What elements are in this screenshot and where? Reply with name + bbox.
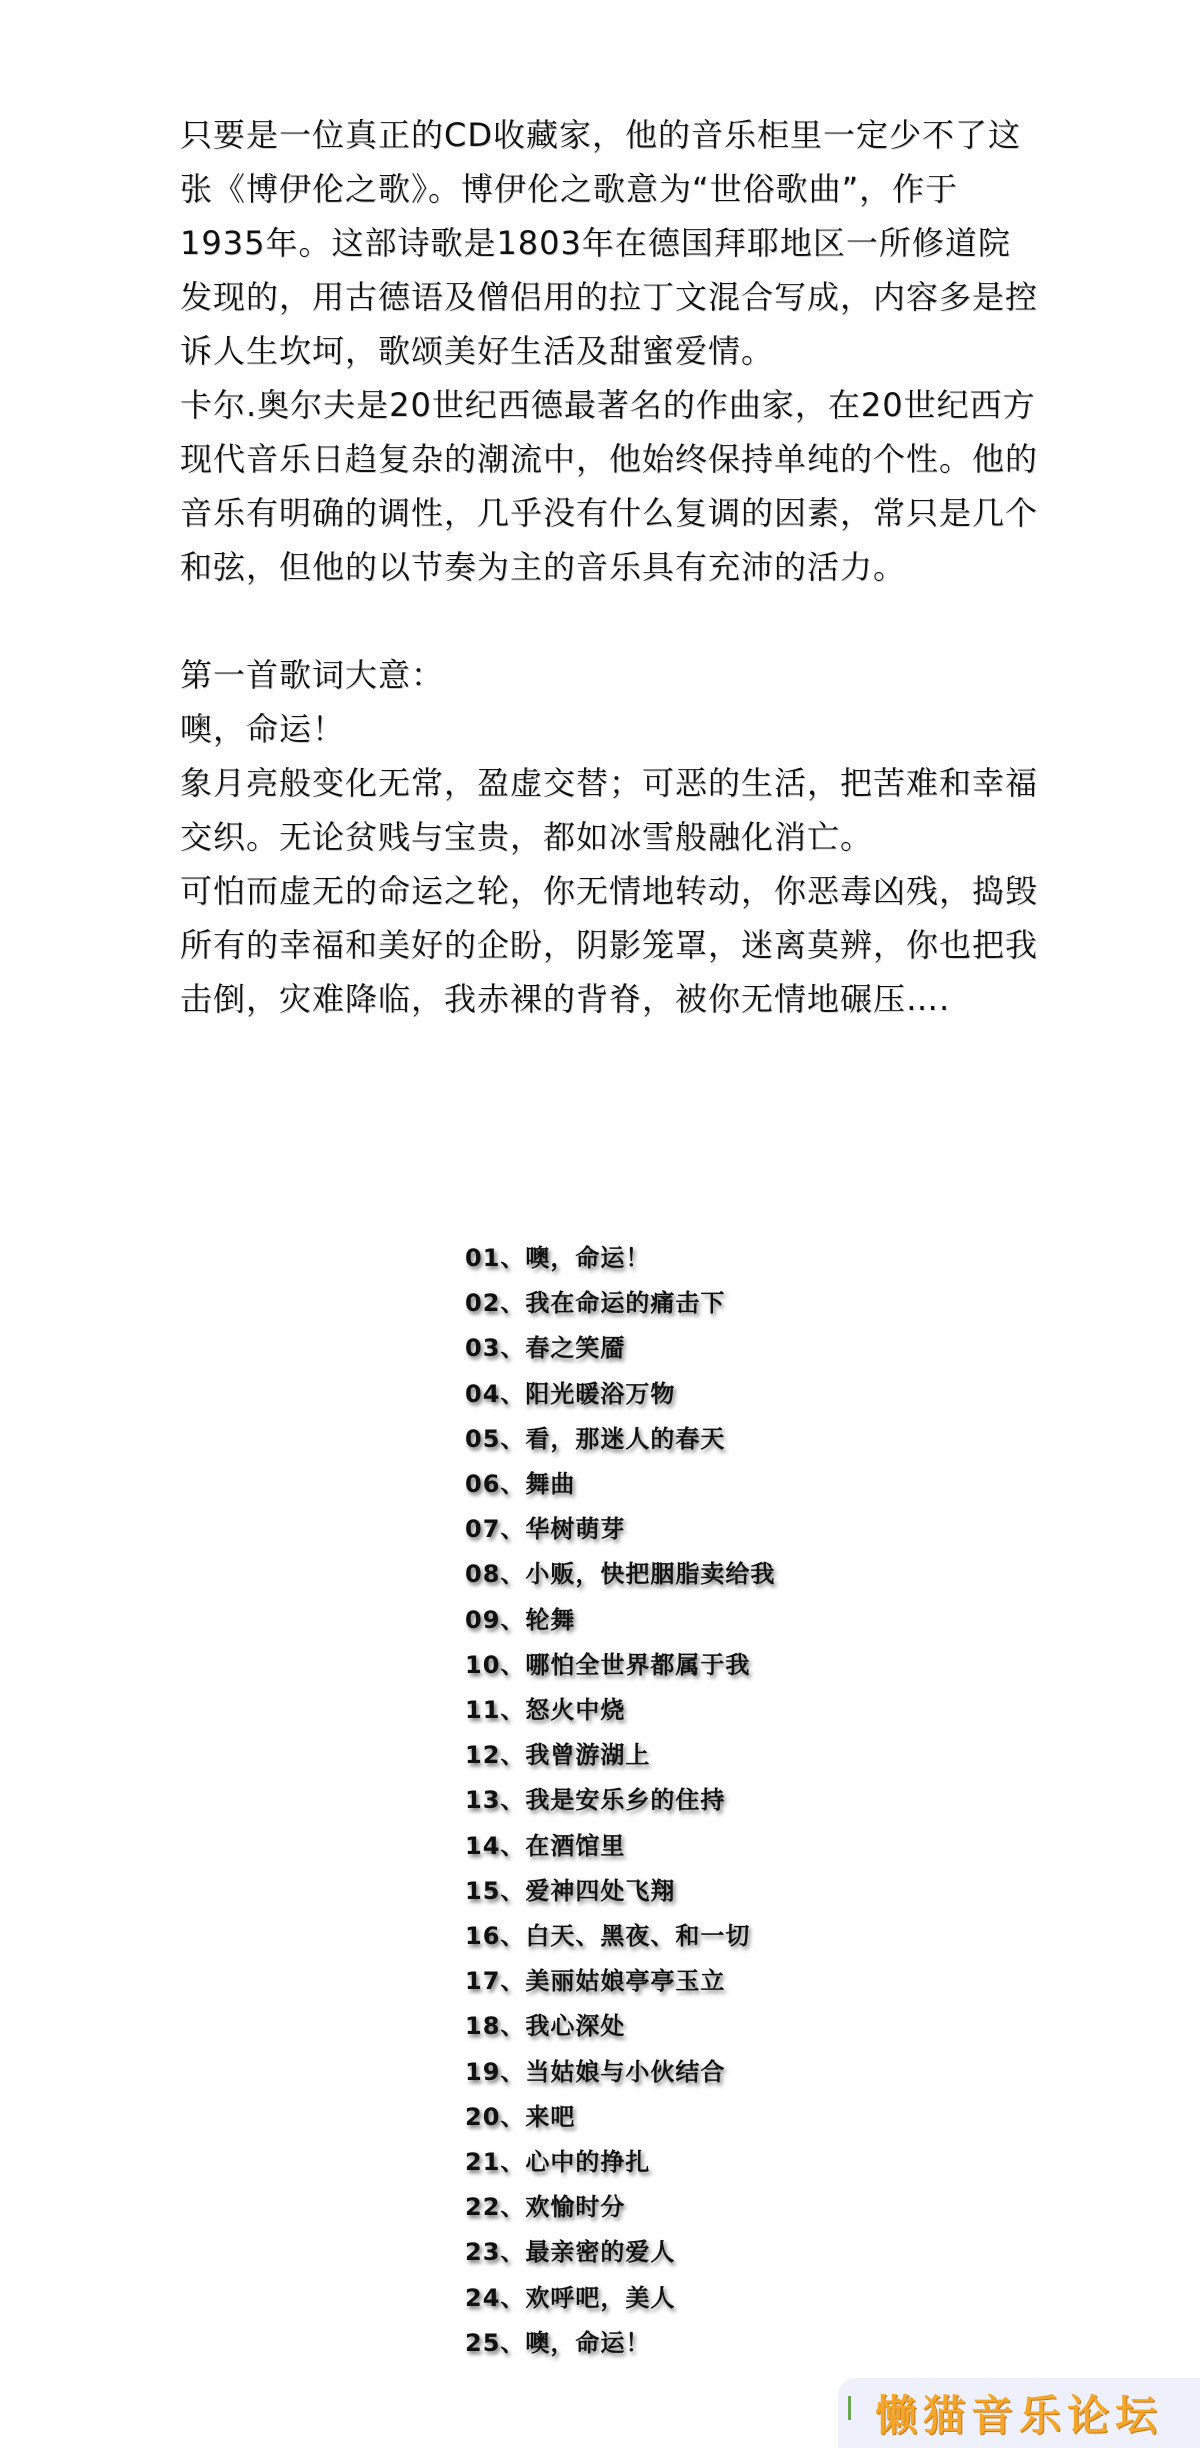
track-separator: 、 (500, 2012, 526, 2041)
track-separator: 、 (500, 2193, 526, 2222)
track-separator: 、 (500, 1876, 526, 1905)
track-number: 01 (465, 1244, 501, 1272)
track-number: 16 (465, 1922, 501, 1951)
track-title: 爱神四处飞翔 (525, 1876, 676, 1905)
track-number: 20 (465, 2102, 501, 2131)
track-separator: 、 (500, 1922, 526, 1951)
track-separator: 、 (500, 1831, 526, 1860)
watermark-text: 懒猫音乐论坛 (874, 2391, 1163, 2440)
paragraph-spacer (180, 594, 1040, 648)
track-separator: 、 (500, 2283, 526, 2312)
track-number: 17 (465, 1967, 501, 1996)
track-item (465, 1598, 775, 1643)
track-number: 05 (465, 1424, 501, 1453)
track-item (465, 1281, 775, 1326)
track-number: 19 (465, 2057, 501, 2086)
track-separator: 、 (500, 1244, 526, 1272)
track-separator: 、 (500, 2057, 526, 2086)
forum-watermark (838, 2378, 1200, 2448)
lyrics-line: 噢，命运！ (180, 710, 346, 748)
track-item (465, 1507, 775, 1552)
track-title: 欢愉时分 (525, 2193, 626, 2222)
track-separator: 、 (500, 1289, 526, 1318)
track-number: 23 (465, 2238, 501, 2267)
track-item (465, 1552, 775, 1597)
track-separator: 、 (500, 1560, 526, 1589)
track-title: 我心深处 (525, 2012, 626, 2041)
track-number: 24 (465, 2283, 501, 2312)
lyrics-heading: 第一首歌词大意： (180, 656, 445, 694)
lyrics-line: 可怕而虚无的命运之轮，你无情地转动，你恶毒凶残，捣毁所有的幸福和美好的企盼，阴影笼罩，迷离莫辨，你也把我击倒，灾难降临，我赤裸的背脊，被你无情地碾压…. (180, 872, 1039, 1018)
track-item (465, 1372, 775, 1417)
track-item (465, 1778, 775, 1823)
track-item (465, 1462, 775, 1507)
track-item (465, 1824, 775, 1869)
track-item (465, 1959, 775, 2004)
track-item (465, 1326, 775, 1371)
lyrics-line: 象月亮般变化无常，盈虚交替；可恶的生活，把苦难和幸福交织。无论贫贱与宝贵，都如冰雪般融化消亡。 (180, 764, 1039, 856)
track-title: 最亲密的爱人 (525, 2238, 676, 2267)
track-separator: 、 (500, 1741, 526, 1770)
track-item (465, 2095, 775, 2140)
track-title: 噢，命运！ (525, 1244, 651, 1272)
track-separator: 、 (500, 1605, 526, 1634)
track-separator: 、 (500, 1334, 526, 1363)
track-separator: 、 (500, 1650, 526, 1679)
track-number: 25 (465, 2328, 501, 2357)
track-number: 18 (465, 2012, 501, 2041)
track-item (465, 1417, 775, 1462)
track-number: 02 (465, 1289, 501, 1318)
track-item (465, 1236, 775, 1281)
track-title: 白天、黑夜、和一切 (525, 1922, 751, 1951)
track-title: 在酒馆里 (525, 1831, 626, 1860)
track-item (465, 2140, 775, 2185)
track-title: 阳光暖浴万物 (525, 1379, 676, 1408)
track-number: 11 (465, 1696, 501, 1725)
track-number: 06 (465, 1470, 501, 1499)
watermark-bar-icon (848, 2396, 851, 2420)
track-number: 10 (465, 1650, 501, 1679)
track-title: 舞曲 (525, 1470, 576, 1499)
track-title: 欢呼吧，美人 (525, 2283, 676, 2312)
track-item (465, 2004, 775, 2049)
track-title: 美丽姑娘亭亭玉立 (525, 1967, 726, 1996)
track-item (465, 2321, 775, 2366)
track-title: 来吧 (525, 2102, 576, 2131)
track-number: 14 (465, 1831, 501, 1860)
track-title: 看，那迷人的春天 (525, 1424, 726, 1453)
intro-paragraph-composer: 卡尔.奥尔夫是20世纪西德最著名的作曲家，在20世纪西方现代音乐日趋复杂的潮流中，他始终保持单纯的个性。他的音乐有明确的调性，几乎没有什么复调的因素，常只是几个和弦，但他的以节奏为主的音乐具有充沛的活力。 (180, 386, 1039, 586)
track-title: 小贩，快把胭脂卖给我 (525, 1560, 776, 1589)
track-separator: 、 (500, 1379, 526, 1408)
track-item (465, 2185, 775, 2230)
track-number: 15 (465, 1876, 501, 1905)
track-item (465, 1914, 775, 1959)
track-number: 21 (465, 2148, 501, 2177)
track-number: 07 (465, 1515, 501, 1544)
track-title: 怒火中烧 (525, 1696, 626, 1725)
track-title: 心中的挣扎 (525, 2148, 651, 2177)
track-separator: 、 (500, 1786, 526, 1815)
track-separator: 、 (500, 1515, 526, 1544)
article-body (180, 108, 1040, 1026)
track-title: 春之笑靥 (525, 1334, 626, 1363)
track-separator: 、 (500, 1696, 526, 1725)
track-title: 我在命运的痛击下 (525, 1289, 726, 1318)
track-title: 当姑娘与小伙结合 (525, 2057, 726, 2086)
track-title: 我曾游湖上 (525, 1741, 651, 1770)
track-separator: 、 (500, 1424, 526, 1453)
track-item (465, 2276, 775, 2321)
track-number: 08 (465, 1560, 501, 1589)
track-title: 噢，命运！ (525, 2328, 651, 2357)
track-item (465, 1733, 775, 1778)
track-title: 哪怕全世界都属于我 (525, 1650, 751, 1679)
track-separator: 、 (500, 2238, 526, 2267)
track-number: 22 (465, 2193, 501, 2222)
track-title: 轮舞 (525, 1605, 576, 1634)
track-item (465, 2050, 775, 2095)
track-separator: 、 (500, 2148, 526, 2177)
intro-paragraph-album: 只要是一位真正的CD收藏家，他的音乐柜里一定少不了这张《博伊伦之歌》。博伊伦之歌意为“世俗歌曲”，作于1935年。这部诗歌是1803年在德国拜耶地区一所修道院发现的，用古德语及僧侣用的拉丁文混合写成，内容多是控诉人生坎坷，歌颂美好生活及甜蜜爱情。 (180, 116, 1039, 370)
track-separator: 、 (500, 2328, 526, 2357)
track-number: 12 (465, 1741, 501, 1770)
track-list (465, 1236, 775, 2366)
track-number: 13 (465, 1786, 501, 1815)
track-separator: 、 (500, 1470, 526, 1499)
track-number: 09 (465, 1605, 501, 1634)
track-title: 我是安乐乡的住持 (525, 1786, 726, 1815)
track-number: 03 (465, 1334, 501, 1363)
track-separator: 、 (500, 2102, 526, 2131)
track-number: 04 (465, 1379, 501, 1408)
track-title: 华树萌芽 (525, 1515, 626, 1544)
track-item (465, 1643, 775, 1688)
track-item (465, 1688, 775, 1733)
track-item (465, 1869, 775, 1914)
track-item (465, 2230, 775, 2275)
track-separator: 、 (500, 1967, 526, 1996)
